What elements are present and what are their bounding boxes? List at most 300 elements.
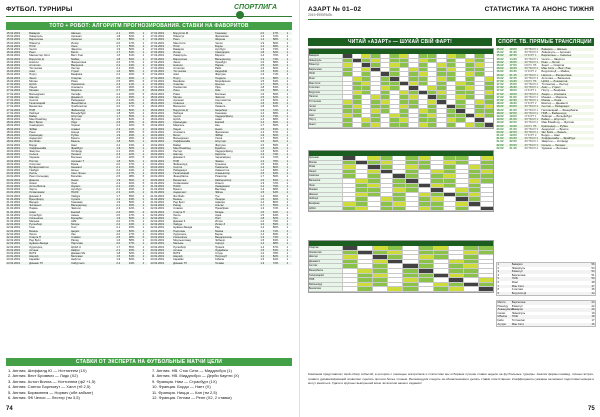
panel-cell: 50 (591, 277, 595, 281)
table-cell: 16.02.2019 (6, 73, 20, 77)
grid-cell (342, 82, 351, 86)
grid-cell (448, 264, 463, 268)
table-cell: 70% (272, 54, 279, 58)
table-cell: Суонси (71, 197, 81, 201)
grid-cell (418, 91, 427, 95)
table-cell: 1.8 (260, 86, 265, 90)
table-cell: 38% (128, 79, 135, 83)
panel-cell: 24 (591, 301, 595, 304)
grid-team-name: Селтик (309, 264, 342, 268)
table-cell: ПСВ (173, 159, 179, 163)
expert-note: 10. Франция. Бордо — Нант (Х) (152, 384, 211, 390)
table-cell: Кайрат (71, 248, 80, 252)
table-cell: 1 (286, 172, 289, 176)
page-number: 74 (6, 406, 13, 412)
tv-time: 22:30 (509, 98, 517, 102)
table-cell: 1 (142, 200, 145, 204)
table-cell: 63% (272, 178, 279, 182)
table-cell: Альтах (215, 204, 224, 208)
table-cell: 64% (272, 191, 279, 195)
table-cell: 19.02.2019 (6, 149, 20, 153)
table-cell: 55% (272, 83, 279, 86)
grid-cell (399, 95, 408, 99)
table-cell: ПАОК (71, 191, 79, 195)
grid-cell (484, 123, 493, 127)
table-cell: 17.02.2019 (150, 63, 164, 67)
table-cell: 1.8 (116, 57, 121, 61)
table-cell: Бешикташ (29, 105, 43, 109)
grid-cell (380, 174, 393, 178)
grid-team-name: Монако (309, 188, 342, 192)
tv-date: 18.02 (496, 110, 504, 115)
grid-cell (455, 91, 464, 95)
grid-cell (342, 118, 351, 122)
grid-cell (342, 95, 351, 99)
grid-cell (427, 91, 436, 95)
table-cell: Янг Бойз (173, 194, 185, 198)
table-cell: 1.7 (116, 51, 121, 55)
table-cell: Генк (29, 226, 35, 230)
table-cell: Астана (173, 248, 183, 252)
table-cell: Базель (173, 197, 183, 201)
tv-match: Наполи — Фиорентина (541, 72, 572, 77)
grid-cell (357, 255, 372, 259)
table-cell: 20.02.2019 (150, 169, 164, 173)
grid-cell (436, 109, 445, 113)
table-cell: Олимпиакос (173, 181, 189, 185)
grid-cell (484, 68, 493, 72)
table-cell: Телави (215, 261, 224, 265)
table-cell: 52% (128, 159, 135, 163)
table-cell: 1.3 (260, 35, 265, 39)
table-cell: 52% (128, 140, 135, 144)
table-cell: Брондбю (71, 216, 83, 220)
table-cell: Шальке (71, 32, 81, 35)
grid-cell (480, 197, 493, 201)
grid-cell (484, 114, 493, 118)
grid-cell (408, 118, 417, 122)
table-cell: 1 (286, 54, 289, 58)
section-banner-experts: СТАВКИ ОТ ЭКСПЕРТА НА ФУТБОЛЬНЫЕ МАТЧИ ЦЕЛИ (6, 358, 292, 366)
table-cell: 68% (272, 169, 279, 173)
table-cell: Амьен (71, 213, 80, 217)
grid-cell (352, 95, 361, 99)
grid-cell (402, 255, 417, 259)
grid-cell (474, 77, 483, 81)
grid-cell (484, 82, 493, 86)
grid-cell (433, 255, 448, 259)
grid-cell (408, 54, 417, 58)
grid-cell (370, 72, 379, 76)
table-cell: 55% (272, 137, 279, 141)
table-cell: Брага (71, 162, 79, 166)
table-cell: 59% (272, 143, 279, 147)
table-cell: 20.02.2019 (6, 194, 20, 198)
table-cell: Истра (215, 220, 223, 224)
grid-cell (446, 109, 455, 113)
tv-channel: ФУТБОЛ 2 (524, 136, 539, 141)
table-cell: 1.5 (260, 172, 265, 176)
grid-cell (399, 123, 408, 127)
table-cell: 73% (272, 114, 279, 118)
table-cell: 2.5 (116, 130, 121, 134)
table-cell: 1.3 (260, 47, 265, 51)
tv-match: Сельта — Леганес (541, 142, 566, 147)
grid-cell (355, 179, 368, 183)
grid-cell (480, 193, 493, 197)
table-cell: 1.9 (116, 216, 121, 220)
table-cell: Рома (173, 92, 180, 96)
table-cell: Ницца (71, 130, 80, 134)
grid-cell (455, 118, 464, 122)
tv-match: Байер — Штутгарт (541, 117, 566, 122)
table-cell: 17.02.2019 (150, 83, 164, 86)
table-cell: 17.02.2019 (150, 41, 164, 45)
table-cell: 52% (272, 51, 279, 55)
tv-time: 20:30 (509, 136, 517, 141)
table-cell: Славия (71, 236, 81, 239)
table-cell: Спартак (71, 76, 82, 80)
tv-date: 22.02 (496, 142, 504, 147)
tv-match: Монако — Марсель (541, 94, 568, 99)
table-cell: 2 (142, 210, 145, 214)
table-cell: 1 (142, 169, 145, 173)
table-cell: 73% (272, 47, 279, 51)
grid-cell (387, 274, 402, 278)
table-cell: 1 (286, 63, 289, 67)
table-cell: 1 (286, 137, 289, 141)
table-cell: 1.7 (116, 44, 121, 48)
table-cell: 21.02.2019 (150, 194, 164, 198)
table-cell: 1.7 (260, 83, 265, 86)
table-cell: Слуцк (215, 251, 223, 255)
table-cell: Фортуна (215, 143, 226, 147)
table-cell: 1 (286, 67, 289, 71)
table-cell: 43% (128, 197, 135, 201)
panel-cell: Реал (511, 280, 519, 284)
table-cell: 47% (128, 242, 135, 246)
table-cell: 22.02.2019 (6, 245, 20, 249)
table-cell: 20.02.2019 (6, 188, 20, 192)
table-cell: X (142, 73, 145, 77)
table-cell: Бенфика (173, 79, 185, 83)
table-cell: 19.02.2019 (6, 165, 20, 169)
table-cell: Гент (71, 226, 77, 230)
table-cell: Атлетико (29, 63, 41, 67)
grid-cell (361, 114, 370, 118)
table-cell: 23.02.2019 (150, 229, 164, 233)
tv-time: 21:00 (509, 126, 517, 131)
table-cell: Ганновер (215, 111, 227, 115)
table-cell: 18.02.2019 (150, 111, 164, 115)
grid-cell (367, 184, 380, 188)
panel-cell: 4 (497, 273, 499, 277)
panel-cell: 8 (497, 288, 499, 292)
table-cell: 1 (142, 248, 145, 252)
table-cell: 1 (286, 124, 289, 128)
table-cell: 19.02.2019 (150, 124, 164, 128)
table-cell: Шахтер (173, 153, 183, 157)
table-cell: 72% (272, 108, 279, 112)
tv-channel: ФУТБОЛ 2 (524, 145, 539, 150)
table-cell: 1 (286, 146, 289, 150)
grid-cell (392, 170, 405, 174)
table-cell: 1.3 (260, 108, 265, 112)
grid-cell (427, 105, 436, 109)
grid-cell (380, 95, 389, 99)
table-cell: 19.02.2019 (6, 169, 20, 173)
table-cell: 72% (272, 207, 279, 211)
table-cell: Берое (215, 232, 223, 236)
table-cell: 16.02.2019 (6, 60, 20, 64)
panel-cell: Ювентус (511, 304, 523, 308)
table-cell: Ювентус (29, 41, 41, 45)
table-cell: 22.02.2019 (150, 226, 164, 230)
table-cell: Хайдук (173, 223, 183, 227)
table-cell: 1 (286, 162, 289, 166)
grid-cell (392, 174, 405, 178)
grid-cell (380, 72, 389, 76)
grid-cell (352, 59, 361, 63)
grid-team-name: Лион (309, 184, 342, 188)
table-cell: Бёрнли (215, 54, 225, 58)
tv-date: 17.02 (496, 88, 504, 93)
grid-cell (352, 63, 361, 67)
grid-cell (352, 114, 361, 118)
table-cell: Лудогорец (173, 232, 187, 236)
table-cell: Рубин (71, 134, 79, 137)
table-cell: 2.2 (116, 169, 121, 173)
grid-team-name: Ливерпуль (309, 59, 342, 63)
table-cell: 19.02.2019 (150, 137, 164, 141)
panel-cell: 9 (497, 291, 499, 295)
table-cell: Шериф (29, 255, 39, 259)
grid-cell (478, 246, 493, 250)
grid-cell (418, 197, 431, 201)
grid-cell (446, 54, 455, 58)
table-cell: 2 (142, 121, 145, 125)
table-cell: 62% (128, 118, 135, 122)
table-cell: Бавария (29, 32, 40, 35)
tv-match: Тоттенхэм — Лестер (541, 82, 569, 87)
tv-match: Порту — Бенфика (541, 88, 566, 93)
grid-cell (430, 161, 443, 165)
grid-cell (436, 82, 445, 86)
tv-date: 16.02 (496, 62, 504, 67)
grid-cell (433, 283, 448, 287)
table-cell: 46% (128, 76, 135, 80)
table-cell: Крылья (215, 83, 225, 86)
table-cell: Пршибрам (215, 207, 229, 211)
tv-match: Реал — Бетис (541, 59, 560, 64)
grid-cell (455, 207, 468, 211)
table-cell: Реал Сосьедад (29, 175, 49, 179)
table-cell: 23.02.2019 (150, 239, 164, 243)
table-cell: Шахтер (29, 95, 39, 99)
grid-cell (418, 63, 427, 67)
table-cell: 23.02.2019 (150, 255, 164, 259)
grid-team-name: Шальке (309, 193, 342, 197)
table-cell: 59% (272, 223, 279, 227)
grid-team-name: Милан (309, 161, 342, 165)
table-cell: 23.02.2019 (150, 261, 164, 265)
grid-cell (380, 188, 393, 192)
grid-cell (468, 188, 481, 192)
tv-match: ЦСКА — Локомотив (541, 78, 568, 83)
table-cell: 58% (272, 89, 279, 93)
table-cell: 52% (128, 35, 135, 39)
table-cell: 1.5 (260, 146, 265, 150)
table-cell: Ман Юнайтед (173, 146, 191, 150)
tv-date: 19.02 (496, 117, 504, 122)
grid-cell (478, 260, 493, 264)
table-cell: 64% (272, 213, 279, 217)
grid-cell (455, 156, 468, 160)
table-cell: 1 (142, 220, 145, 224)
grid-cell (380, 207, 393, 211)
grid-cell (402, 278, 417, 282)
table-cell: Партизан (173, 229, 186, 233)
table-cell: Бешикташ (173, 178, 187, 182)
table-cell: Ман Юнайтед (29, 118, 47, 122)
table-cell: 2.1 (116, 226, 121, 230)
table-cell: 43% (128, 169, 135, 173)
table-cell: 1.8 (116, 111, 121, 115)
grid-cell (478, 283, 493, 287)
tv-channel: ФУТБОЛ 1 (524, 72, 539, 77)
table-cell: Монако (29, 89, 39, 93)
table-cell: Брюгге (71, 137, 80, 141)
table-cell: 40% (128, 181, 135, 185)
table-cell: Марсель (173, 124, 185, 128)
grid-cell (463, 287, 478, 291)
table-cell: Эмполи (71, 207, 81, 211)
grid-cell (389, 82, 398, 86)
panel-cell: 17 (591, 318, 595, 322)
grid-cell (357, 269, 372, 273)
table-cell: Лех (173, 216, 178, 220)
grid-cell (342, 269, 357, 273)
table-cell: 18.02.2019 (6, 127, 20, 131)
table-cell: 60% (272, 98, 279, 102)
grid-cell (370, 118, 379, 122)
grid-cell (389, 86, 398, 90)
table-cell: 19.02.2019 (150, 130, 164, 134)
table-cell: 1 (142, 57, 145, 61)
grid-team-name: Лейпциг (309, 197, 342, 201)
grid-cell (430, 156, 443, 160)
grid-cell (427, 54, 436, 58)
grid-cell (355, 165, 368, 169)
table-cell: Челси (215, 41, 223, 45)
table-cell: 1.5 (260, 258, 265, 262)
table-cell: Црвена Звезда (29, 242, 49, 246)
table-cell: 21.02.2019 (150, 188, 164, 192)
grid-cell (474, 59, 483, 63)
table-cell: 1.5 (260, 162, 265, 166)
table-cell: 1.6 (260, 98, 265, 102)
tv-channel: СПОРТ 2 (524, 133, 537, 138)
table-cell: 45% (128, 188, 135, 192)
grid-cell (474, 100, 483, 104)
table-cell: 78% (272, 159, 279, 163)
grid-cell (370, 114, 379, 118)
grid-cell (418, 184, 431, 188)
grid-cell (418, 260, 433, 264)
grid-cell (478, 278, 493, 282)
table-cell: 1 (286, 248, 289, 252)
table-cell: Кардифф (215, 70, 228, 74)
grid-cell (399, 82, 408, 86)
table-cell: 60% (272, 197, 279, 201)
grid-cell (361, 123, 370, 127)
table-cell: Оренбург (215, 60, 227, 64)
table-cell: 1.5 (260, 70, 265, 74)
table-cell: 1 (142, 255, 145, 259)
tv-date: 16.02 (496, 59, 504, 64)
table-cell: 2.4 (116, 156, 121, 160)
table-cell: Алавес (71, 127, 81, 131)
tv-match: Янг Бойз — Базель (541, 129, 567, 134)
table-cell: Ризеспор (215, 175, 227, 179)
table-cell: 42% (128, 153, 135, 157)
table-cell: 1 (142, 70, 145, 74)
table-cell: 17.02.2019 (150, 76, 164, 80)
grid-cell (455, 109, 464, 113)
table-cell: 1 (286, 200, 289, 204)
grid-team-name: Тоттенхэм (309, 100, 342, 104)
table-cell: 18.02.2019 (150, 89, 164, 93)
tv-channel: ФУТБОЛ 1 (524, 98, 539, 102)
grid-cell (427, 100, 436, 104)
grid-cell (436, 123, 445, 127)
table-cell: 47% (128, 162, 135, 166)
table-cell: 23.02.2019 (150, 242, 164, 246)
tv-time: 18:00 (509, 88, 517, 93)
table-cell: 1 (142, 44, 145, 48)
tv-channel: ФУТБОЛ 3 (524, 126, 539, 131)
table-cell: 63% (272, 127, 279, 131)
grid-cell (361, 63, 370, 67)
table-cell: 1 (142, 204, 145, 208)
tv-match: Шахтер — Динамо К (541, 101, 569, 106)
table-cell: Астон Вилла (29, 185, 46, 188)
grid-cell (446, 118, 455, 122)
panel-cell: Атлетико (511, 288, 524, 292)
grid-cell (418, 246, 433, 250)
expert-notes-left (8, 368, 146, 400)
table-cell: Рад (215, 226, 220, 230)
table-cell: 1 (286, 165, 289, 169)
table-cell: 1.2 (260, 251, 265, 255)
grid-cell (399, 77, 408, 81)
table-cell: 1.4 (260, 130, 265, 134)
table-cell: 16.02.2019 (6, 79, 20, 83)
grid-cell (370, 86, 379, 90)
table-cell: 1 (286, 102, 289, 106)
table-cell: X (142, 156, 145, 160)
table-cell: Валенсия (71, 63, 84, 67)
table-cell: 1.2 (260, 200, 265, 204)
table-cell: 22.02.2019 (150, 223, 164, 227)
grid-cell (352, 118, 361, 122)
grid-cell (443, 184, 456, 188)
tv-time: 20:30 (509, 69, 517, 74)
table-cell: 1 (142, 261, 145, 265)
tv-date: 15.02 (496, 47, 504, 51)
table-cell: 20.02.2019 (6, 185, 20, 188)
table-cell: Олимпиакос (29, 191, 45, 195)
